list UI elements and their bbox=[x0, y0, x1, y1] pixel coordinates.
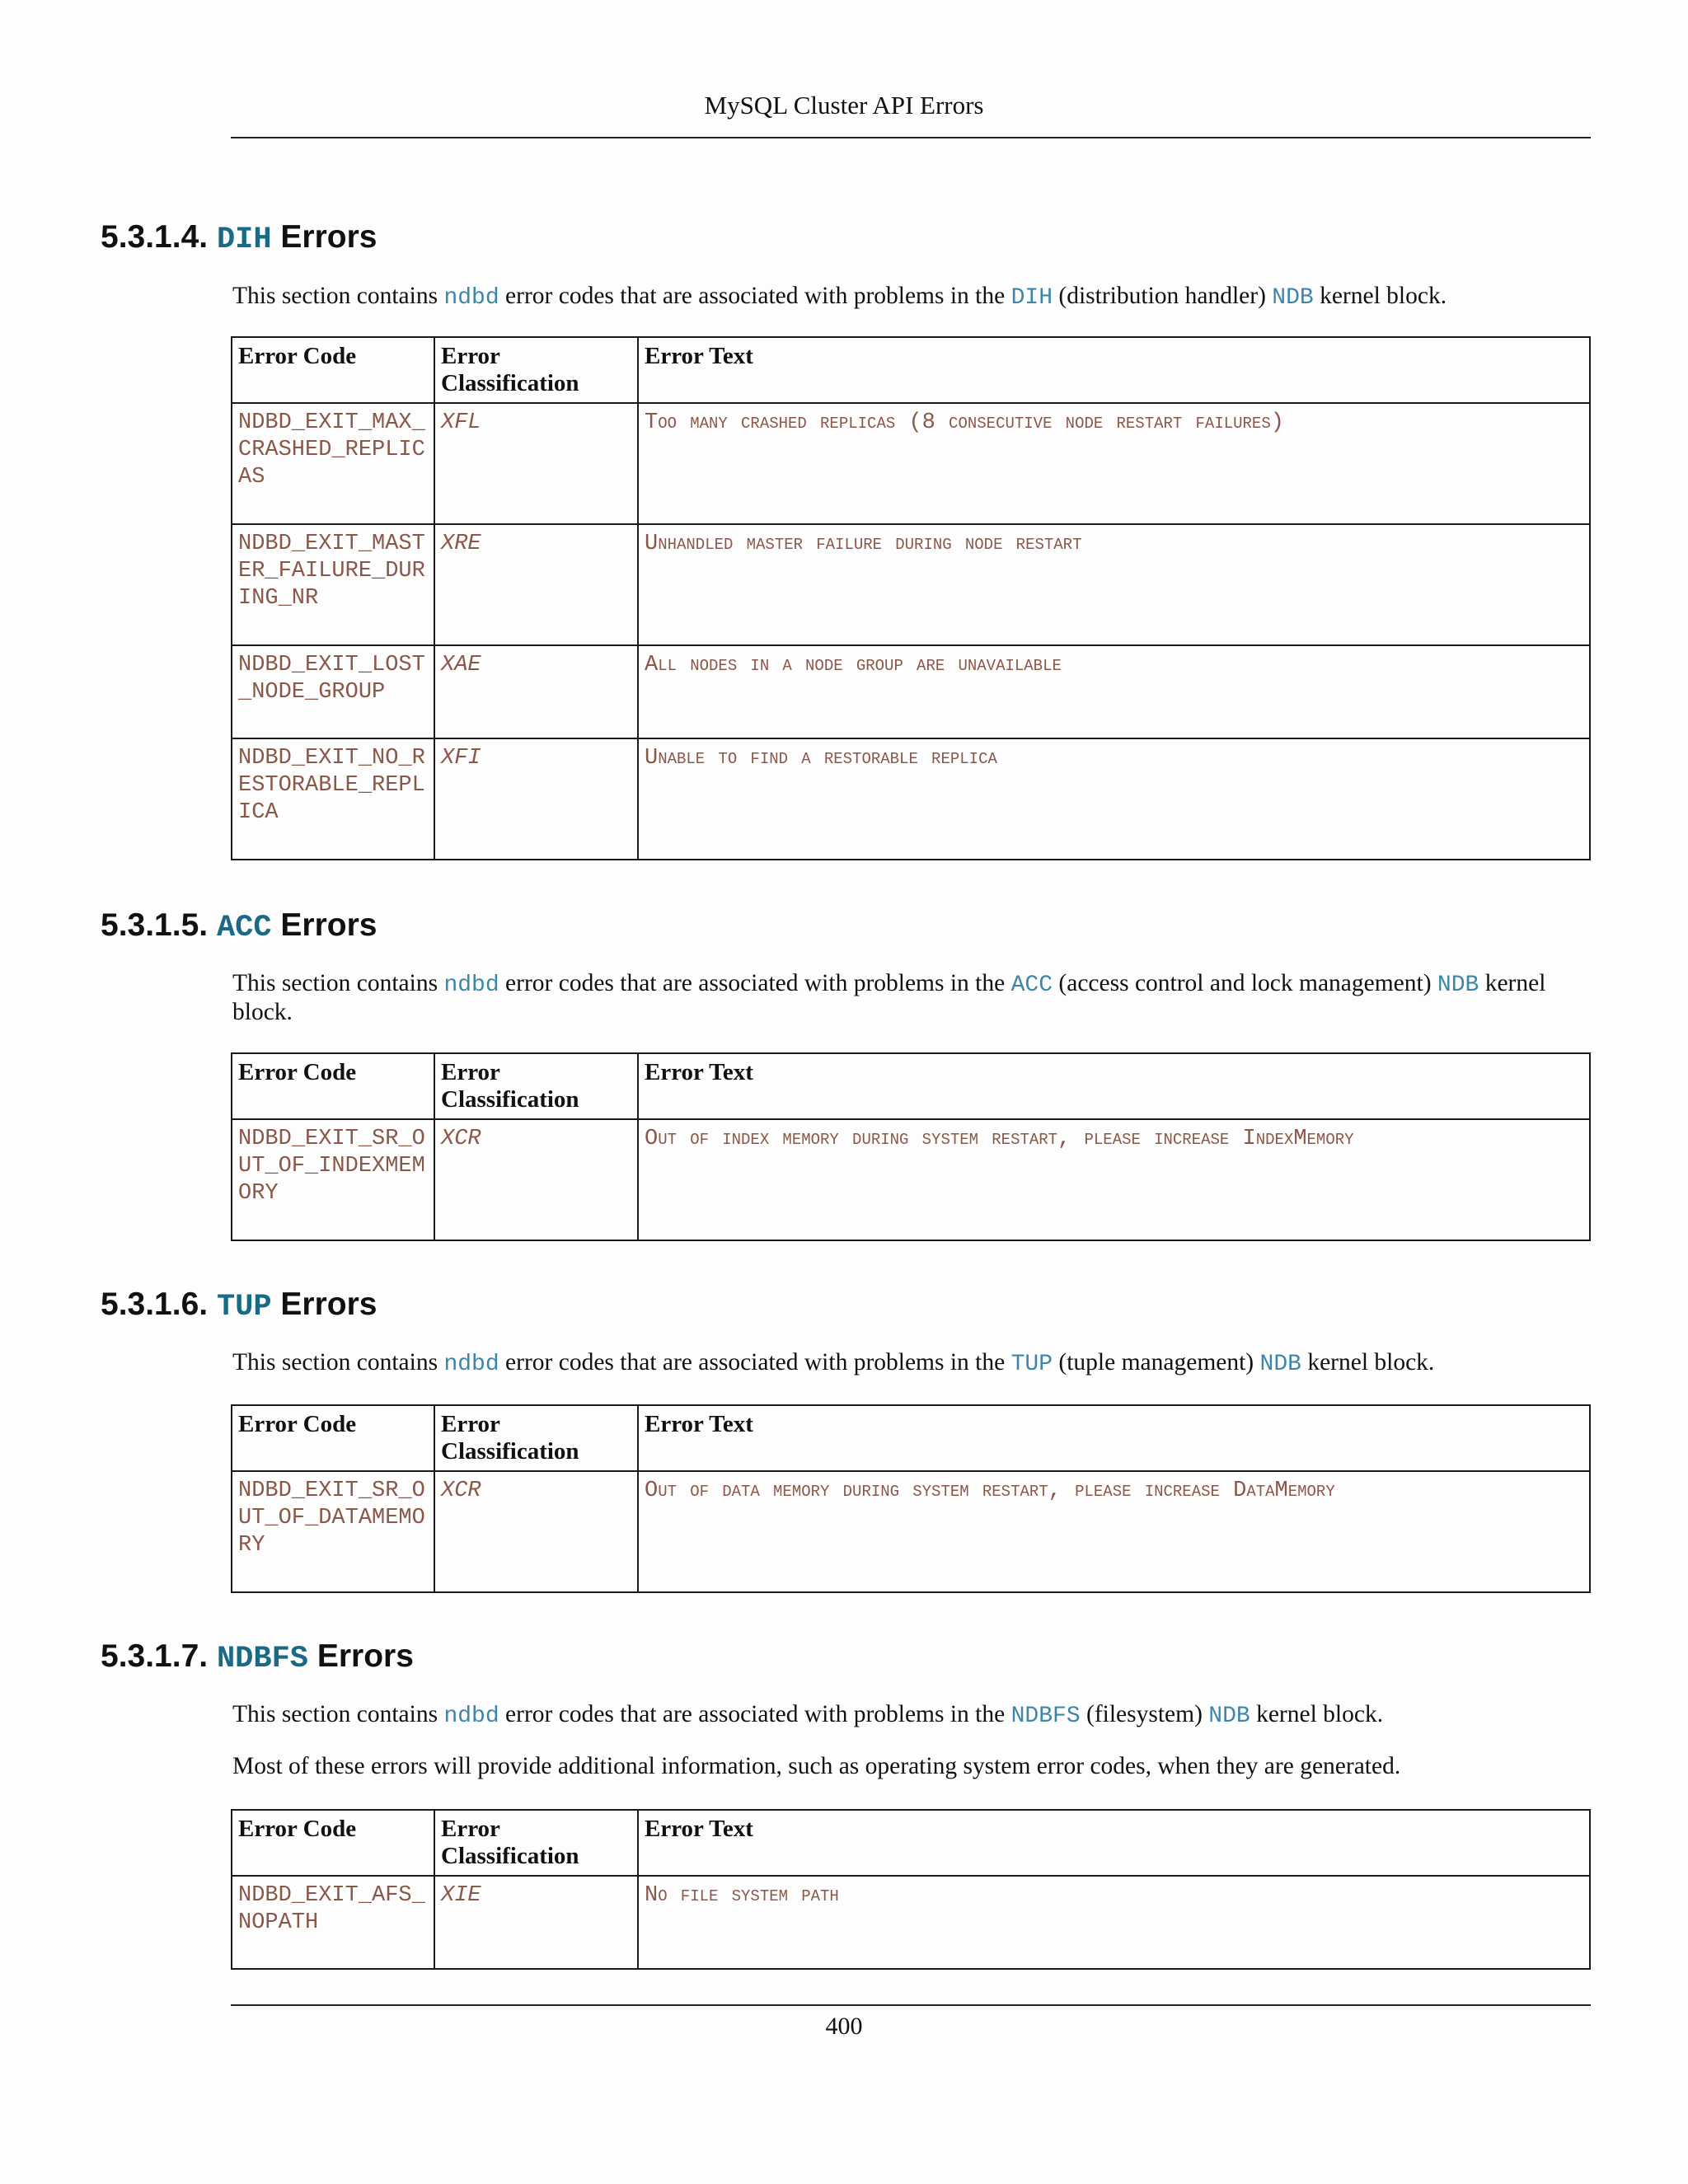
error-classification: XIE bbox=[434, 1876, 638, 1969]
col-header-error-text: Error Text bbox=[638, 1810, 1590, 1876]
section-note: Most of these errors will provide additional information, such as operating system error codes, when they are generated. bbox=[232, 1753, 1401, 1779]
footer-rule bbox=[231, 2004, 1591, 2006]
ndb-link[interactable]: NDB bbox=[1208, 1704, 1250, 1729]
table-row bbox=[232, 1471, 1590, 1592]
error-code: NDBD_EXIT_MASTER_FAILURE_DURING_NR bbox=[232, 524, 434, 645]
ndbd-link[interactable]: ndbd bbox=[443, 285, 499, 311]
col-header-error-classification: Error Classification bbox=[434, 1053, 638, 1119]
table-header-row bbox=[232, 337, 1590, 403]
col-header-error-text: Error Text bbox=[638, 1405, 1590, 1471]
table-row bbox=[232, 403, 1590, 524]
error-table bbox=[231, 1052, 1591, 1241]
heading-code-link[interactable]: DIH bbox=[216, 223, 272, 257]
error-code: NDBD_EXIT_MAX_CRASHED_REPLICAS bbox=[232, 403, 434, 524]
error-text: Unable to find a restorable replica bbox=[638, 738, 1590, 860]
error-text: No file system path bbox=[638, 1876, 1590, 1969]
table-row bbox=[232, 1876, 1590, 1969]
table-header-row bbox=[232, 1053, 1590, 1119]
error-classification: XAE bbox=[434, 645, 638, 738]
col-header-error-text: Error Text bbox=[638, 337, 1590, 403]
section-intro: This section contains ndbd error codes that are associated with problems in the NDBFS (filesystem) NDB kernel block. bbox=[232, 1701, 1384, 1729]
error-code: NDBD_EXIT_LOST_NODE_GROUP bbox=[232, 645, 434, 738]
ndbd-link[interactable]: ndbd bbox=[443, 972, 499, 998]
section-heading: 5.3.1.4. DIH Errors bbox=[101, 219, 377, 257]
error-text: Out of index memory during system restart, please increase IndexMemory bbox=[638, 1119, 1590, 1240]
col-header-error-code: Error Code bbox=[232, 1053, 434, 1119]
col-header-error-code: Error Code bbox=[232, 1405, 434, 1471]
table-row bbox=[232, 1119, 1590, 1240]
error-classification: XCR bbox=[434, 1119, 638, 1240]
section-intro: This section contains ndbd error codes that are associated with problems in the DIH (distribution handler) NDB kernel block. bbox=[232, 283, 1447, 311]
running-header: MySQL Cluster API Errors bbox=[704, 91, 984, 120]
col-header-error-code: Error Code bbox=[232, 1810, 434, 1876]
section-heading: 5.3.1.7. NDBFS Errors bbox=[101, 1638, 414, 1676]
error-code: NDBD_EXIT_AFS_NOPATH bbox=[232, 1876, 434, 1969]
error-code: NDBD_EXIT_NO_RESTORABLE_REPLICA bbox=[232, 738, 434, 860]
ndbd-link[interactable]: ndbd bbox=[443, 1352, 499, 1377]
table-header-row bbox=[232, 1405, 1590, 1471]
col-header-error-code: Error Code bbox=[232, 337, 434, 403]
error-table bbox=[231, 1404, 1591, 1593]
section-heading: 5.3.1.5. ACC Errors bbox=[101, 907, 377, 945]
error-classification: XRE bbox=[434, 524, 638, 645]
error-text: All nodes in a node group are unavailable bbox=[638, 645, 1590, 738]
block-link[interactable]: ACC bbox=[1010, 972, 1053, 998]
page-number: 400 bbox=[825, 2013, 863, 2040]
table-header-row bbox=[232, 1810, 1590, 1876]
error-classification: XFI bbox=[434, 738, 638, 860]
section-intro: This section contains ndbd error codes that are associated with problems in the TUP (tuple management) NDB kernel block. bbox=[232, 1349, 1435, 1377]
col-header-error-classification: Error Classification bbox=[434, 1810, 638, 1876]
error-table bbox=[231, 336, 1591, 860]
error-code: NDBD_EXIT_SR_OUT_OF_INDEXMEMORY bbox=[232, 1119, 434, 1240]
heading-code-link[interactable]: NDBFS bbox=[216, 1642, 308, 1676]
error-text: Out of data memory during system restart, please increase DataMemory bbox=[638, 1471, 1590, 1592]
ndbd-link[interactable]: ndbd bbox=[443, 1704, 499, 1729]
heading-code-link[interactable]: ACC bbox=[216, 911, 272, 945]
header-rule bbox=[231, 137, 1591, 138]
error-table bbox=[231, 1809, 1591, 1970]
error-classification: XCR bbox=[434, 1471, 638, 1592]
section-heading: 5.3.1.6. TUP Errors bbox=[101, 1286, 377, 1324]
table-row bbox=[232, 738, 1590, 860]
error-classification: XFL bbox=[434, 403, 638, 524]
col-header-error-text: Error Text bbox=[638, 1053, 1590, 1119]
section-intro: This section contains ndbd error codes that are associated with problems in the ACC (access control and lock management) NDB kernel block. bbox=[232, 970, 1546, 1025]
error-text: Unhandled master failure during node restart bbox=[638, 524, 1590, 645]
ndb-link[interactable]: NDB bbox=[1437, 972, 1479, 998]
col-header-error-classification: Error Classification bbox=[434, 337, 638, 403]
col-header-error-classification: Error Classification bbox=[434, 1405, 638, 1471]
table-row bbox=[232, 524, 1590, 645]
table-row bbox=[232, 645, 1590, 738]
block-link[interactable]: DIH bbox=[1010, 285, 1053, 311]
block-link[interactable]: NDBFS bbox=[1010, 1704, 1081, 1729]
block-link[interactable]: TUP bbox=[1010, 1352, 1053, 1377]
heading-code-link[interactable]: TUP bbox=[216, 1290, 272, 1324]
error-code: NDBD_EXIT_SR_OUT_OF_DATAMEMORY bbox=[232, 1471, 434, 1592]
ndb-link[interactable]: NDB bbox=[1259, 1352, 1301, 1377]
ndb-link[interactable]: NDB bbox=[1272, 285, 1314, 311]
error-text: Too many crashed replicas (8 consecutive node restart failures) bbox=[638, 403, 1590, 524]
